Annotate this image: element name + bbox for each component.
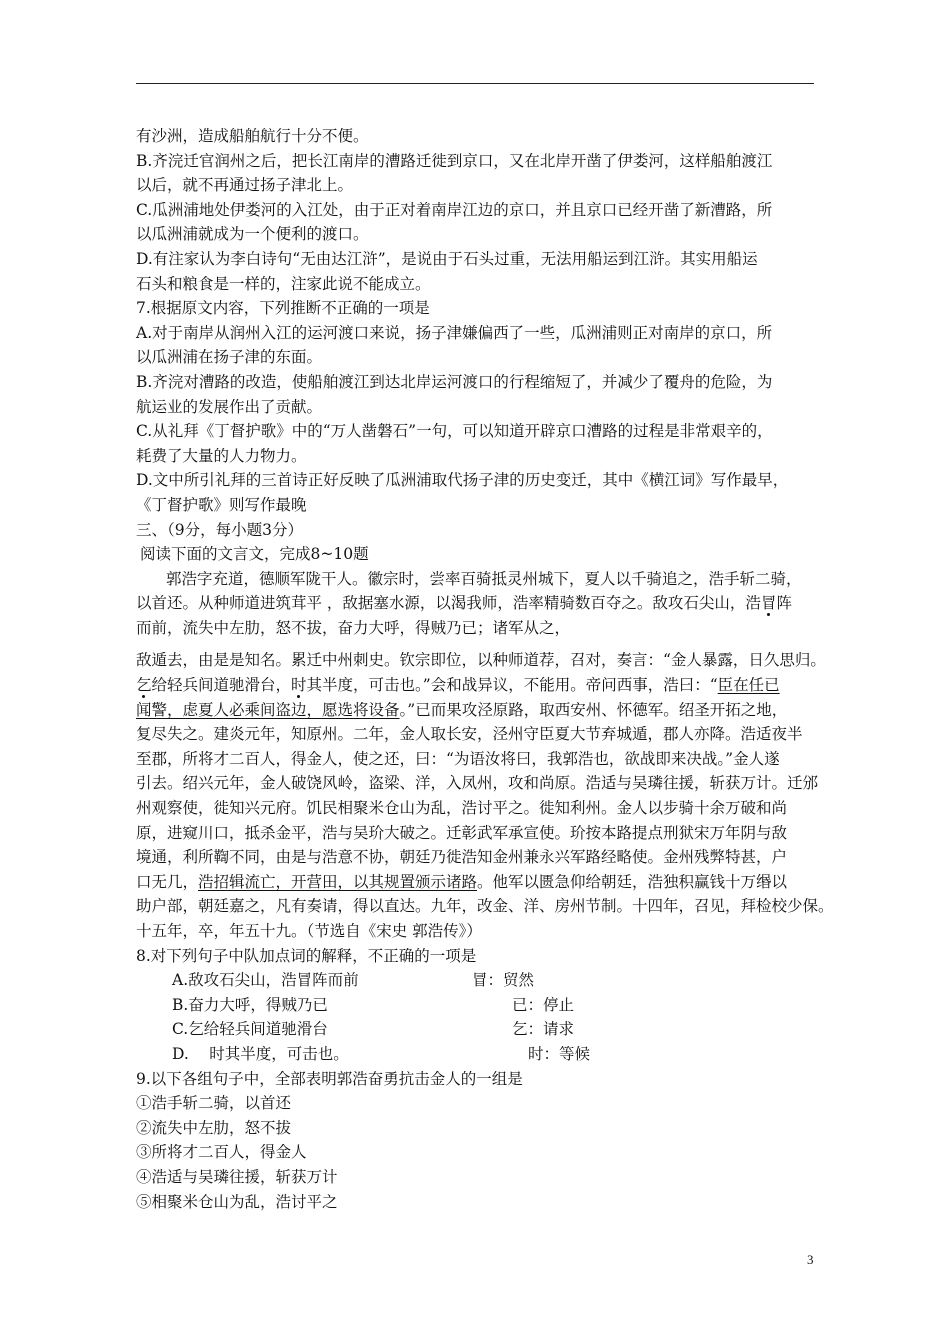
- option-text: C.乞给轻兵间道驰滑台: [172, 1020, 328, 1039]
- option-b-line: B.齐浣对漕路的改造，使船舶渡江到达北岸运河渡口的行程缩短了，并减少了覆舟的危险，为: [136, 372, 773, 391]
- option-answer: 乞：请求: [512, 1020, 575, 1039]
- option-a-line: A.对于南岸从润州入江的运河渡口来说，扬子津嫌偏西了一些，瓜洲浦则正对南岸的京口，所: [136, 323, 773, 342]
- option-text: B.奋力大呼，得贼乃已: [172, 995, 328, 1014]
- passage-text: 。他军以匮急仰给朝廷，浩独积赢钱十万缗以: [477, 872, 788, 891]
- list-item: ③所将才二百人，得金人: [136, 1143, 307, 1162]
- dotted-word: 乞: [136, 676, 152, 695]
- question-8-option-b: [136, 993, 816, 1018]
- list-item: ①浩手斩二骑，以首还: [136, 1094, 292, 1113]
- section-heading: 三、（9分，每小题3分）: [136, 520, 303, 539]
- instructions: 阅读下面的文言文，完成8~10题: [140, 545, 369, 564]
- dotted-word: 冒: [760, 594, 777, 613]
- question-8-option-c: [136, 1017, 816, 1042]
- passage-text: 阵: [776, 594, 792, 613]
- passage-line: 郭浩字充道，德顺军陇干人。徽宗时，尝率百骑抵灵州城下，夏人以千骑追之，浩手斩二骑，: [166, 569, 802, 588]
- underlined-text: 浩招辑流亡，开营田，以其规置颁示诸路: [198, 872, 478, 891]
- list-item: ④浩适与吴璘往援，斩获万计: [136, 1167, 338, 1186]
- option-c-line: C.从礼拜《丁督护歌》中的“万人凿磐石”一句，可以知道开辟京口漕路的过程是非常艰辛的，: [136, 422, 773, 441]
- option-answer: 已：停止: [512, 995, 575, 1014]
- passage-text: 以首还。从种师道进筑茸平 ，敌据塞水源，以渴我师，浩率精骑数百夺之。敌攻石尖山，浩: [136, 594, 761, 613]
- text-line: 耗费了大量的人力物力。: [136, 446, 307, 465]
- underlined-text: 臣在任已: [717, 676, 780, 695]
- text-line: 以后，就不再通过扬子津北上。: [136, 176, 354, 195]
- passage-line: [136, 673, 816, 698]
- text-line: 石头和粮食是一样的，注家此说不能成立。: [136, 274, 431, 293]
- option-answer: 时：等候: [528, 1044, 591, 1063]
- passage-line: 至郡，所将才二百人，得金人，使之还，曰：“为语汝将曰，我郭浩也，欲战即来决战。”金人遂: [136, 749, 780, 768]
- text-line: 以瓜洲浦在扬子津的东面。: [136, 348, 323, 367]
- option-c-line: C.瓜洲浦地处伊娄河的入江处，由于正对着南岸江边的京口，并且京口已经开凿了新漕路，所: [136, 200, 773, 219]
- option-text: A.敌攻石尖山，浩冒阵而前: [172, 971, 359, 990]
- passage-line: 原，进窥川口，抵杀金平，浩与吴玠大破之。迁彰武军承宣使。玠按本路提点刑狱宋万年阴与敌: [136, 823, 788, 842]
- text-line: 航运业的发展作出了贡献。: [136, 397, 323, 416]
- text-line: 《丁督护歌》则写作最晚: [136, 495, 307, 514]
- passage-text: 其半度，可击也。”会和战异议，不能用。帝问西事，浩曰：“: [306, 676, 718, 695]
- option-b-line: B.齐浣迁官润州之后，把长江南岸的漕路迁徙到京口，又在北岸开凿了伊娄河，这样船舶渡江: [136, 151, 773, 170]
- list-item: ②流失中左肋，怒不拔: [136, 1118, 292, 1137]
- passage-text: 口无几，: [136, 872, 199, 891]
- passage-line: [136, 591, 816, 616]
- question-8-option-d: [136, 1042, 816, 1067]
- option-d-line: D.文中所引礼拜的三首诗正好反映了瓜洲浦取代扬子津的历史变迁，其中《横江词》写作最早，: [136, 471, 789, 490]
- option-answer: 冒：贸然: [472, 971, 535, 990]
- underlined-text: 闻警，虑夏人必乘间盗边，愿选将设备: [136, 700, 400, 719]
- text-line: 有沙洲，造成船舶航行十分不便。: [136, 127, 369, 145]
- list-item: ⑤相聚米仓山为乱，浩讨平之: [136, 1192, 338, 1211]
- passage-line: 引去。绍兴元年，金人破饶风岭，盗梁、洋，入凤州，攻和尚原。浩适与吴璘往援，斩获万计。迁邠: [136, 774, 819, 793]
- passage-line: 助户部，朝廷嘉之，凡有奏请，得以直达。九年，改金、洋、房州节制。十四年，召见，拜检校少保。: [136, 897, 834, 916]
- option-d-line: D.有注家认为李白诗句“无由达江浒”，是说由于石头过重，无法用船运到江浒。其实用船运: [136, 249, 758, 268]
- passage-line: [136, 870, 816, 895]
- header-rule: [136, 83, 814, 84]
- passage-text: 给轻兵间道驰滑台，: [151, 676, 292, 695]
- page-number: 3: [807, 1252, 814, 1267]
- passage-line: 而前，流失中左肋，怒不拔，奋力大呼，得贼乃已；诸军从之，: [136, 618, 571, 637]
- passage-text: 。”已而果攻泾原路，取西安州、怀德军。绍圣开拓之地，: [399, 700, 788, 719]
- question-9: 9.以下各组句子中，全部表明郭浩奋勇抗击金人的一组是: [136, 1069, 523, 1088]
- passage-line: 境通，利所鞫不同，由是与浩意不协，朝廷乃徙浩知金州兼永兴军路经略使。金州残弊特甚，户: [136, 848, 788, 867]
- question-8-option-a: [136, 968, 816, 993]
- passage-line: [136, 698, 816, 723]
- dotted-word: 时: [291, 676, 307, 695]
- spacer: [136, 640, 816, 648]
- passage-line: 敌遁去，由是是知名。累迁中州刺史。钦宗即位，以种师道荐，召对，奏言：“金人暴露，日久思归。: [136, 651, 826, 670]
- text-line: 以瓜洲浦就成为一个便利的渡口。: [136, 225, 369, 244]
- question-7: 7.根据原文内容，下列推断不正确的一项是: [136, 299, 430, 318]
- passage-line: 州观察使，徙知兴元府。饥民相聚米仓山为乱，浩讨平之。徙知利州。金人以步骑十余万破和尚: [136, 799, 788, 818]
- document-body: [136, 124, 834, 1214]
- passage-line: 复尽失之。建炎元年，知原州。二年，金人取长安，泾州守臣夏大节弃城遁，郡人亦降。浩适夜半: [136, 725, 803, 744]
- question-8: 8.对下列句子中队加点词的解释，不正确的一项是: [136, 946, 477, 965]
- option-text: D. 时其半度，可击也。: [172, 1044, 349, 1063]
- passage-line: 十五年，卒，年五十九。（节选自《宋史 郭浩传》）: [136, 922, 482, 940]
